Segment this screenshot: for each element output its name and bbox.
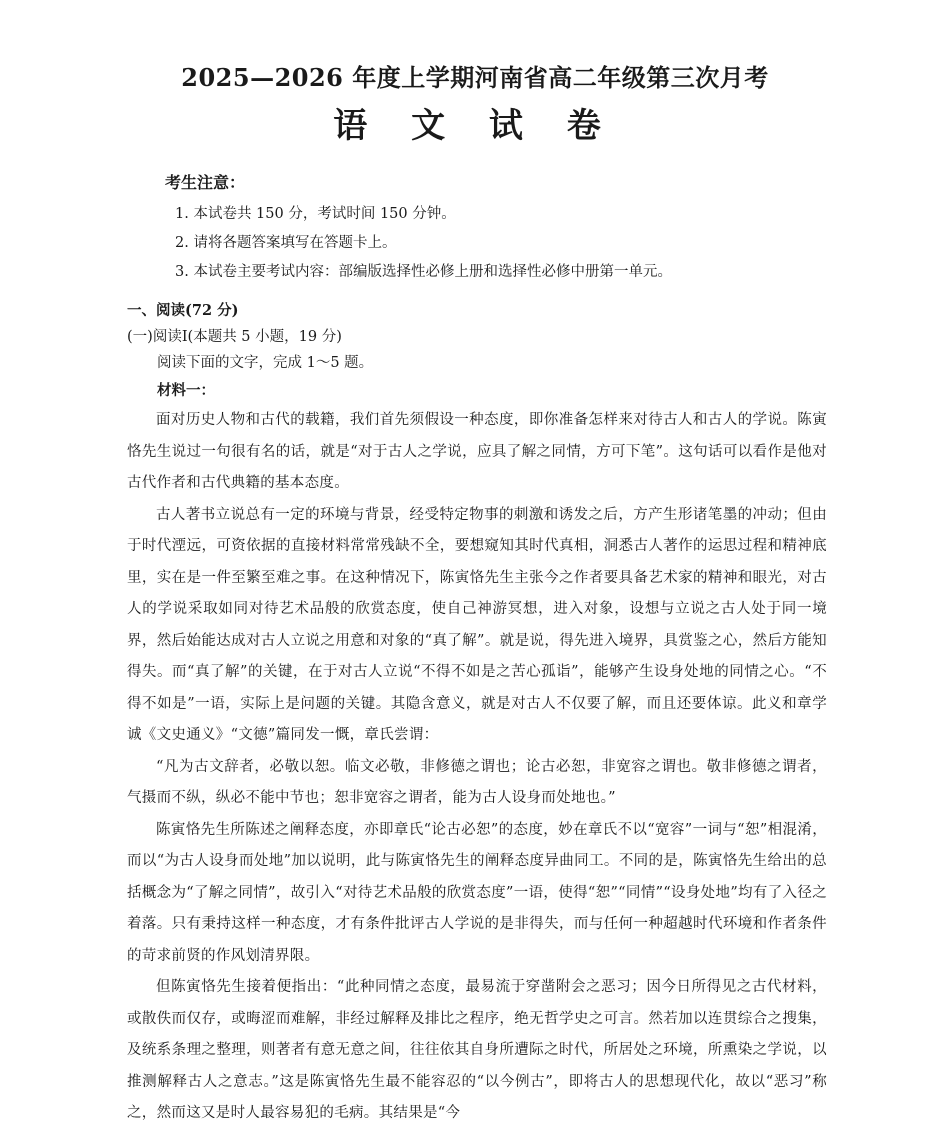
section-instruction: 阅读下面的文字，完成 1～5 题。	[157, 355, 374, 371]
material-label: 材料一：	[157, 382, 215, 399]
paragraph-1: 面对历史人物和古代的载籍，我们首先须假设一种态度，即你准备怎样来对待古人和古人的学说。陈寅恪先生说过一句很有名的话，就是“对于古人之学说，应具了解之同情，方可下笔”。这句话可以看作是他对古代作者和古代典籍的基本态度。	[127, 412, 827, 491]
paragraph-3-quote: “凡为古文辞者，必敬以恕。临文必敬，非修德之谓也；论古必恕，非宽容之谓也。敬非修德之谓者，气摄而不纵，纵必不能中节也；恕非宽容之谓者，能为古人设身而处地也。”	[127, 758, 827, 806]
paragraph-2: 古人著书立说总有一定的环境与背景，经受特定物事的刺激和诱发之后，方产生形诸笔墨的冲动；但由于时代湮远，可资依据的直接材料常常残缺不全，要想窥知其时代真相，洞悉古人著作的运思过程和精神底里，实在是一件至繁至难之事。在这种情况下，陈寅恪先生主张今之作者要具备艺术家的精神和眼光，对古人的学说采取如同对待艺术品般的欣赏态度，使自己神游冥想，进入对象，设想与立说之古人处于同一境界，然后始能达成对古人立说之用意和对象的“真了解”。就是说，得先进入境界，具赏鉴之心，然后方能知得失。而“真了解”的关键，在于对古人立说“不得不如是之苦心孤诣”，能够产生设身处地的同情之心。“不得不如是”一语，实际上是问题的关键。其隐含意义，就是对古人不仅要了解，而且还要体谅。此义和章学诚《文史通义》“文德”篇同发一慨，章氏尝谓：	[127, 506, 827, 743]
section-heading: 一、阅读(72 分)	[127, 302, 239, 319]
notice-item-3: 3. 本试卷主要考试内容：部编版选择性必修上册和选择性必修中册第一单元。	[175, 264, 672, 280]
section-subheading: (一)阅读Ⅰ(本题共 5 小题，19 分)	[127, 329, 342, 345]
paragraph-5: 但陈寅恪先生接着便指出：“此种同情之态度，最易流于穿凿附会之恶习；因今日所得见之古代材料，或散佚而仅存，或晦涩而难解，非经过解释及排比之程序，绝无哲学史之可言。然若加以连贯综合之搜集，及统系条理之整理，则著者有意无意之间，往往依其自身所遭际之时代，所居处之环境，所熏染之学说，以推测解释古人之意志。”这是陈寅恪先生最不能容忍的“以今例古”，即将古人的思想现代化，故以“恶习”称之，然而这又是时人最容易犯的毛病。其结果是“今	[127, 979, 827, 1121]
candidate-notice	[165, 172, 865, 287]
notice-item-2: 2. 请将各题答案填写在答题卡上。	[175, 235, 397, 251]
reading-section	[127, 298, 827, 1130]
notice-heading: 考生注意：	[165, 173, 246, 192]
notice-item-1: 1. 本试卷共 150 分，考试时间 150 分钟。	[175, 206, 456, 222]
exam-subtitle: 语 文 试 卷	[333, 106, 617, 146]
paragraph-4: 陈寅恪先生所陈述之阐释态度，亦即章氏“论古必恕”的态度，妙在章氏不以“宽容”一词与“恕”相混淆，而以“为古人设身而处地”加以说明，此与陈寅恪先生的阐释态度异曲同工。不同的是，陈寅恪先生给出的总括概念为“了解之同情”，故引入“对待艺术品般的欣赏态度”一语，使得“恕”“同情”“设身处地”均有了入径之着落。只有秉持这样一种态度，才有条件批评古人学说的是非得失，而与任何一种超越时代环境和作者条件的苛求前贤的作风划清界限。	[127, 821, 827, 964]
exam-title: 2025—2026 年度上学期河南省高二年级第三次月考	[181, 63, 769, 92]
